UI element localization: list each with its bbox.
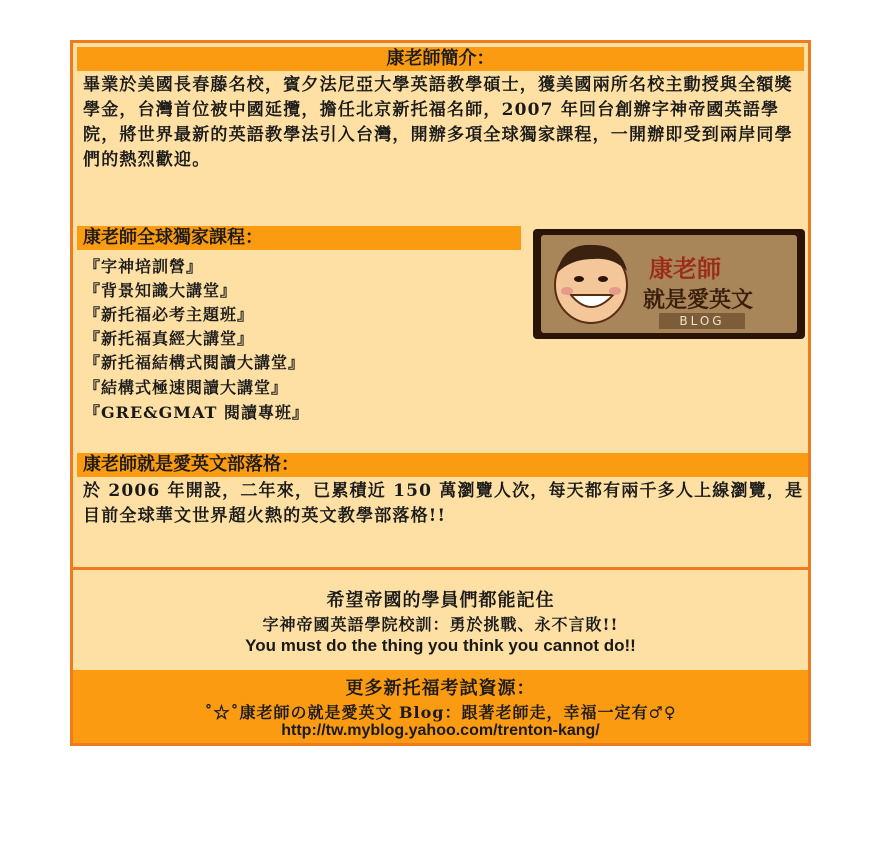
motto-line-2: 字神帝國英語學院校訓：勇於挑戰、永不言敗!! <box>262 615 619 634</box>
blog-banner-image[interactable] <box>533 229 805 339</box>
course-item: 『背景知識大講堂』 <box>84 281 238 300</box>
course-item: 『新托福真經大講堂』 <box>84 329 255 348</box>
course-item: 『新托福結構式閱讀大講堂』 <box>84 353 306 372</box>
info-panel <box>70 40 811 746</box>
resources-section <box>73 670 808 743</box>
resources-heading: 更多新托福考試資源： <box>345 678 536 699</box>
blog-paragraph: 於 2006 年開設，二年來，已累積近 150 萬瀏覽人次，每天都有兩千多人上線瀏覽，是目前全球華文世界超火熱的英文教學部落格!! <box>83 481 804 526</box>
blog-heading: 康老師就是愛英文部落格： <box>77 453 808 477</box>
banner-subtitle: 就是愛英文 <box>643 287 754 313</box>
intro-paragraph: 畢業於美國長春藤名校，賓夕法尼亞大學英語教學碩士，獲美國兩所名校主動授與全額獎學金，台灣首位被中國延攬，擔任北京新托福名師，2007 年回台創辦字神帝國英語學院，將世界最新的英語教學法引入台灣，開辦多項全球獨家課程，一開辦即受到兩岸同學們的熱烈歡迎。 <box>83 75 793 170</box>
intro-heading: 康老師簡介： <box>77 47 804 71</box>
section-divider <box>73 567 808 570</box>
course-item: 『字神培訓營』 <box>84 257 204 276</box>
courses-heading: 康老師全球獨家課程： <box>77 226 521 250</box>
banner-blog-tag: BLOG <box>659 313 745 329</box>
motto-line-3: You must do the thing you think you cannot do!! <box>245 636 636 655</box>
course-item: 『新托福必考主題班』 <box>84 305 255 324</box>
resources-url-link[interactable]: http://tw.myblog.yahoo.com/trenton-kang/ <box>281 722 600 739</box>
banner-title: 康老師 <box>649 254 721 283</box>
course-item: 『GRE&GMAT 閱讀專班』 <box>84 403 309 422</box>
banner-parchment <box>541 235 797 333</box>
teacher-face-icon <box>543 235 643 333</box>
resources-blog-line: ˚☆˚康老師の就是愛英文 Blog：跟著老師走，幸福一定有♂♀ <box>204 703 677 722</box>
motto-line-1: 希望帝國的學員們都能記住 <box>326 590 555 611</box>
course-item: 『結構式極速閱讀大講堂』 <box>84 378 289 397</box>
